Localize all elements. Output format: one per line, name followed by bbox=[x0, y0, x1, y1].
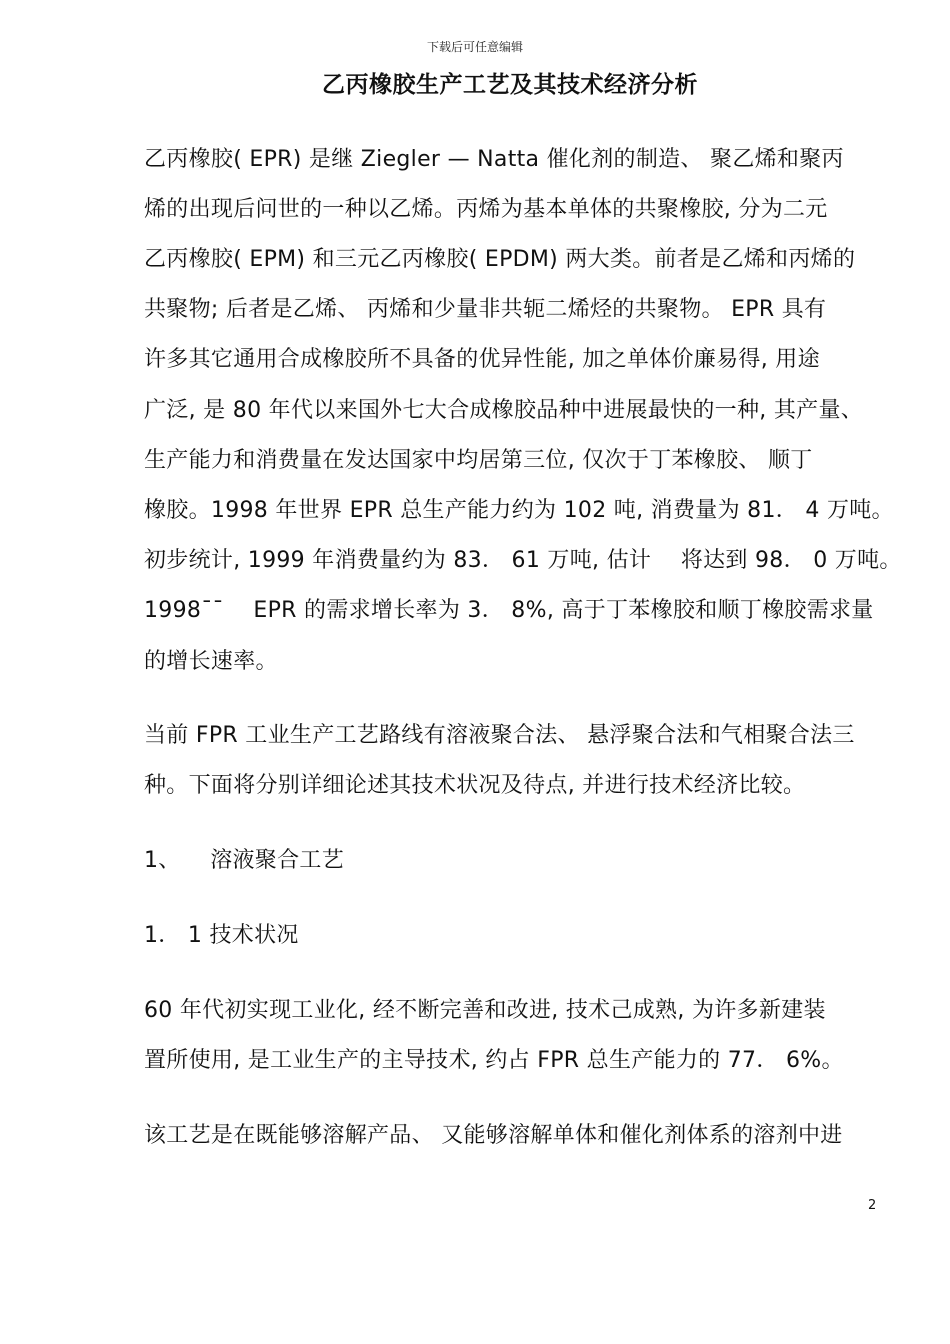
text-line: 的增长速率。 bbox=[144, 649, 278, 674]
text-line: 烯的出现后问世的一种以乙烯。丙烯为基本单体的共聚橡胶, 分为二元 bbox=[144, 197, 828, 222]
text-line: 置所使用, 是工业生产的主导技术, 约占 FPR 总生产能力的 77． 6%。 bbox=[144, 1048, 844, 1073]
text-line: 1998¯¯ EPR 的需求增长率为 3． 8%, 高于丁苯橡胶和顺丁橡胶需求量 bbox=[144, 598, 874, 623]
header-note: 下载后可任意编辑 bbox=[426, 40, 523, 54]
text-line: 许多其它通用合成橡胶所不具备的优异性能, 加之单体价廉易得, 用途 bbox=[144, 347, 820, 372]
text-line: 60 年代初实现工业化, 经不断完善和改进, 技术己成熟, 为许多新建装 bbox=[144, 998, 826, 1023]
page-number: 2 bbox=[868, 1198, 877, 1213]
section-heading: 1、 溶液聚合工艺 bbox=[144, 848, 344, 873]
text-line: 共聚物; 后者是乙烯、 丙烯和少量非共轭二烯烃的共聚物。 EPR 具有 bbox=[144, 297, 827, 322]
text-line: 橡胶。1998 年世界 EPR 总生产能力约为 102 吨, 消费量为 81． 4 万吨。 bbox=[144, 498, 894, 523]
text-line: 种。下面将分别详细论述其技术状况及待点, 并进行技术经济比较。 bbox=[144, 773, 806, 798]
document-title: 乙丙橡胶生产工艺及其技术经济分析 bbox=[322, 72, 698, 98]
text-line: 乙丙橡胶( EPR) 是继 Ziegler — Natta 催化剂的制造、 聚乙烯和聚丙 bbox=[144, 147, 844, 172]
text-line: 生产能力和消费量在发达国家中均居第三位, 仅次于丁苯橡胶、 顺丁 bbox=[144, 448, 813, 473]
text-line: 初步统计, 1999 年消费量约为 83． 61 万吨, 估计 将达到 98． 0 万吨。 bbox=[144, 548, 902, 573]
subsection-heading: 1． 1 技术状况 bbox=[144, 923, 299, 948]
text-line: 当前 FPR 工业生产工艺路线有溶液聚合法、 悬浮聚合法和气相聚合法三 bbox=[144, 723, 855, 748]
text-line: 该工艺是在既能够溶解产品、 又能够溶解单体和催化剂体系的溶剂中进 bbox=[144, 1123, 843, 1148]
text-line: 乙丙橡胶( EPM) 和三元乙丙橡胶( EPDM) 两大类。前者是乙烯和丙烯的 bbox=[144, 247, 856, 272]
text-line: 广泛, 是 80 年代以来国外七大合成橡胶品种中进展最快的一种, 其产量、 bbox=[144, 398, 864, 423]
